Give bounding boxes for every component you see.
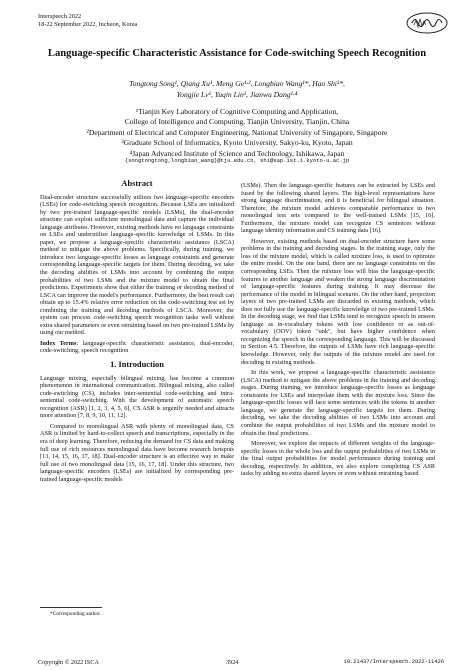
affiliation: ¹Tianjin Key Laboratory of Cognitive Computing and Application, bbox=[135, 107, 339, 116]
body-paragraph-1: (LSMs). Then the language-specific features can be extracted by LSEs and fused by the following shared layers. The high-level representations have strong language discrimination, and it is beneficial for bilingual situation. Therefore, the mixture model achieves comparable performance in two monolingual test sets compared to the well-trained LSMs [15, 16]. Furthermore, the mixture model can recognize CS sentences without language identity information and CS training data [16]. bbox=[241, 182, 435, 235]
authors-line-2: Yongjie Lv¹, Yuqin Lin¹, Jianwu Dang¹·⁴ bbox=[176, 89, 298, 99]
intro-paragraph-1: Language mixing, especially bilingual mixing, has become a common phenomenon in international communication. Bilingual mixing, also called code-switching (CS), includes inter-sentential code-switching and intra-sentential code-switching. With the development of automatic speech recognition (ASR) [1, 2, 3, 4, 5, 6], CS ASR is urgently needed and attracts more attention [7, 8, 9, 10, 11, 12]. bbox=[40, 374, 234, 420]
affiliation: ³Graduate School of Informatics, Kyoto University, Sakyo-ku, Kyoto, Japan bbox=[121, 138, 353, 148]
doi: 10.21437/Interspeech.2022-11426 bbox=[343, 659, 444, 665]
author-emails: {songtongtong,longbiao_wang}@tju.edu.cn, shi@sap.ist.i.kyoto-u.ac.jp bbox=[124, 157, 350, 164]
left-column bbox=[40, 180, 234, 486]
copyright: Copyright © 2022 ISCA bbox=[38, 659, 99, 666]
index-terms bbox=[40, 340, 234, 355]
right-column bbox=[241, 182, 435, 481]
interspeech-logo-icon bbox=[406, 12, 448, 34]
abstract-heading: Abstract bbox=[121, 179, 153, 188]
body-paragraph-2: However, existing methods based on dual-encoder structure have some problems in the training and decoding stages. In the training stage, only the loss of the mixture model, which is called mixture loss, is used to optimize the entire model. On the one hand, there are no language constraints on the corresponding LSEs. Then the mixture loss will bias the language-specific features to another language and weaken the strong language discrimination of language-specific features during training. It may decrease the performance of the model in bilingual scenario. On the other hand, projection layers of two pre-trained LSMs are discarded in existing methods, which does not fully use the language-specific knowledge of two pre-trained LSMs. In the decoding stage, we find that LSMs tend to recognize speech in unseen language as in-vocabulary tokens with low confidence or as out-of-vocabulary (OOV) token "unk", but have higher confidence when recognizing the speech in the corresponding language. This will be discussed in Section 4.5. Therefore, the outputs of LSMs have rich language-specific knowledge. However, only the outputs of the mixture model are used for decoding in existing methods. bbox=[241, 237, 435, 366]
abstract-text: Dual-encoder structure successfully utilizes two language-specific encoders (LSEs) for code-switching speech recognition. Because LSEs are initialized by two pre-trained language-specific models (LSMs), the dual-encoder structure can exploit sufficient monolingual data and capture the individual language attributes. However, existing methods have no language constraints on LSEs and underutilize language-specific knowledge of LSMs. In this paper, we propose a language-specific characteristic assistance (LSCA) method to mitigate the above problems. Specifically, during training, we introduce two language-specific losses as language constraints and generate corresponding language-specific targets for them. During decoding, we take the decoding abilities of LSMs into account by combining the output probabilities of two LSMs and the mixture model to obtain the final predictions. Experiments show that either the training or decoding method of LSCA can improve the model's performance. Furthermore, the best result can obtain up to 15.4% relative error reduction on the code-switching test set by combining the training and decoding methods of LSCA. Moreover, the system can process code-switching speech recognition tasks well without extra shared parameters or even retraining based on two pre-trained LSMs by using our method. bbox=[40, 193, 234, 337]
affiliations bbox=[20, 107, 454, 159]
footnote: *Corresponding author. bbox=[50, 611, 101, 617]
affiliation: ⁴Japan Advanced Institute of Science and Technology, Ishikawa, Japan bbox=[129, 148, 345, 158]
conference-name: Interspeech 2022 bbox=[38, 13, 82, 20]
introduction-heading: 1. Introduction bbox=[110, 360, 164, 370]
page-number: 3924 bbox=[226, 659, 239, 666]
body-paragraph-3: In this work, we propose a language-specific characteristic assistance (LSCA) method to mitigate the above problems in the training and decoding stages. During training, we introduce language-specific losses as language constraints for LSEs and interpolate them with the mixture loss. Since the language-specific losses will face some sentences with the tokens in another language, we generate the language-specific targets for them. During decoding, we take the decoding abilities of two LSMs into account and combine the output probabilities of two LSMs and the mixture model to obtain the final predictions. bbox=[241, 369, 435, 437]
affiliation: ²Department of Electrical and Computer Engineering, National University of Singapore, Singapore bbox=[86, 127, 388, 137]
conference-header bbox=[38, 13, 137, 29]
authors bbox=[40, 79, 434, 100]
body-paragraph-4: Moreover, we explore the impacts of different weights of the language-specific losses in the whole loss and the output probabilities of two LSMs in the final output probabilities for model performance during training and decoding, respectively. In addition, we also explore completing CS ASR tasks by adding no extra shared layers or even without retraining based bbox=[241, 440, 435, 478]
conference-dates: 18-22 September 2022, Incheon, Korea bbox=[38, 21, 138, 29]
paper-title: Language-specific Characteristic Assistance for Code-switching Speech Recognition bbox=[47, 48, 427, 59]
index-terms-label: Index Terms bbox=[40, 339, 77, 347]
affiliation: College of Intelligence and Computing, Tianjin University, Tianjin, China bbox=[124, 117, 350, 127]
index-terms-text: : language-specific characteristic assistance, dual-encoder, code-switching, speech recognition bbox=[40, 339, 235, 355]
authors-line-1: Tongtong Song¹, Qiang Xu¹, Meng Ge¹·², Longbiao Wang¹*, Hao Shi³*, bbox=[129, 79, 345, 88]
intro-paragraph-2: Compared to monolingual ASR with plenty of monolingual data, CS ASR is limited by hard-to-collect speech and transcriptions, especially in the era of deep learning. Therefore, reducing the demand for CS data and making full use of rich resources monolingual data have become research hotspots [13, 14, 15, 16, 17, 18]. Dual-encoder structure is an effective way to make full use of two monolingual data [15, 16, 17, 18]. Under this structure, two language-specific encoders (LSEs) are initialized by corresponding pre-trained language-specific models bbox=[40, 422, 234, 483]
footnote-divider bbox=[40, 607, 102, 608]
